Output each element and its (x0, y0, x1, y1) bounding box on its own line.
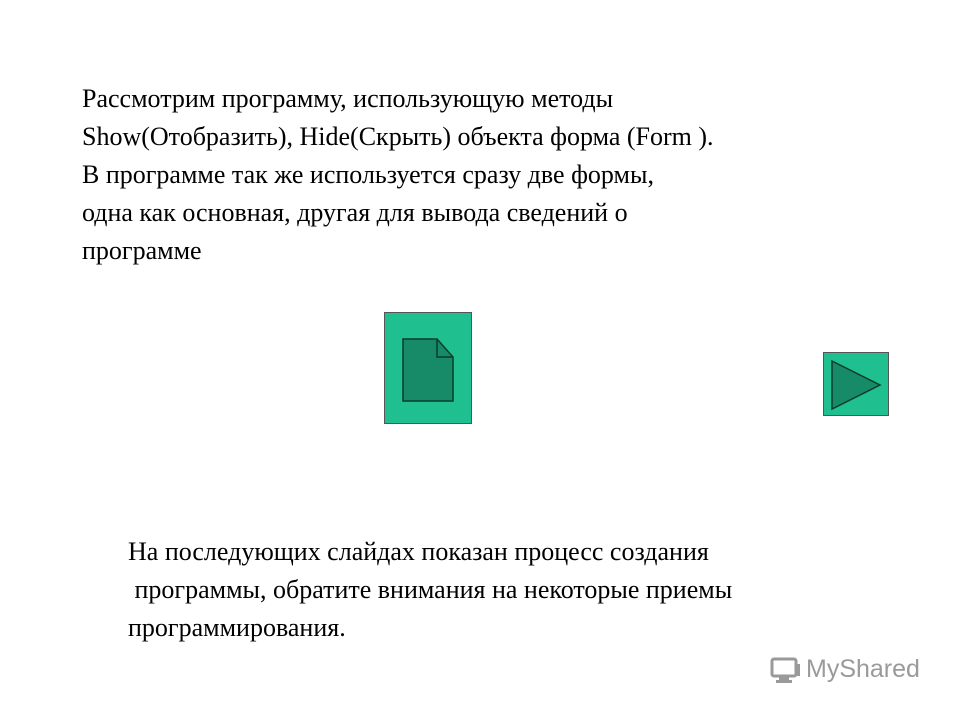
intro-line: программе (82, 236, 202, 265)
watermark (770, 655, 920, 684)
monitor-icon (770, 656, 802, 684)
intro-line: одна как основная, другая для вывода сведений о (82, 198, 628, 227)
next-slide-button[interactable] (823, 352, 889, 416)
intro-line: Рассмотрим программу, использующую методы (82, 84, 614, 113)
watermark-text: MyShared (806, 655, 920, 683)
document-action-button[interactable] (384, 312, 472, 424)
note-text (128, 533, 928, 647)
note-line: На последующих слайдах показан процесс создания (128, 537, 709, 566)
note-line: программирования. (128, 613, 346, 642)
intro-line: В программе так же используется сразу две формы, (82, 160, 654, 189)
document-icon (385, 313, 473, 425)
intro-text (82, 80, 942, 270)
note-line: программы, обратите внимания на некоторые приемы (128, 575, 733, 604)
play-next-icon (824, 353, 890, 417)
intro-line: Show(Отобразить), Hide(Скрыть) объекта форма (Form ). (82, 122, 714, 151)
